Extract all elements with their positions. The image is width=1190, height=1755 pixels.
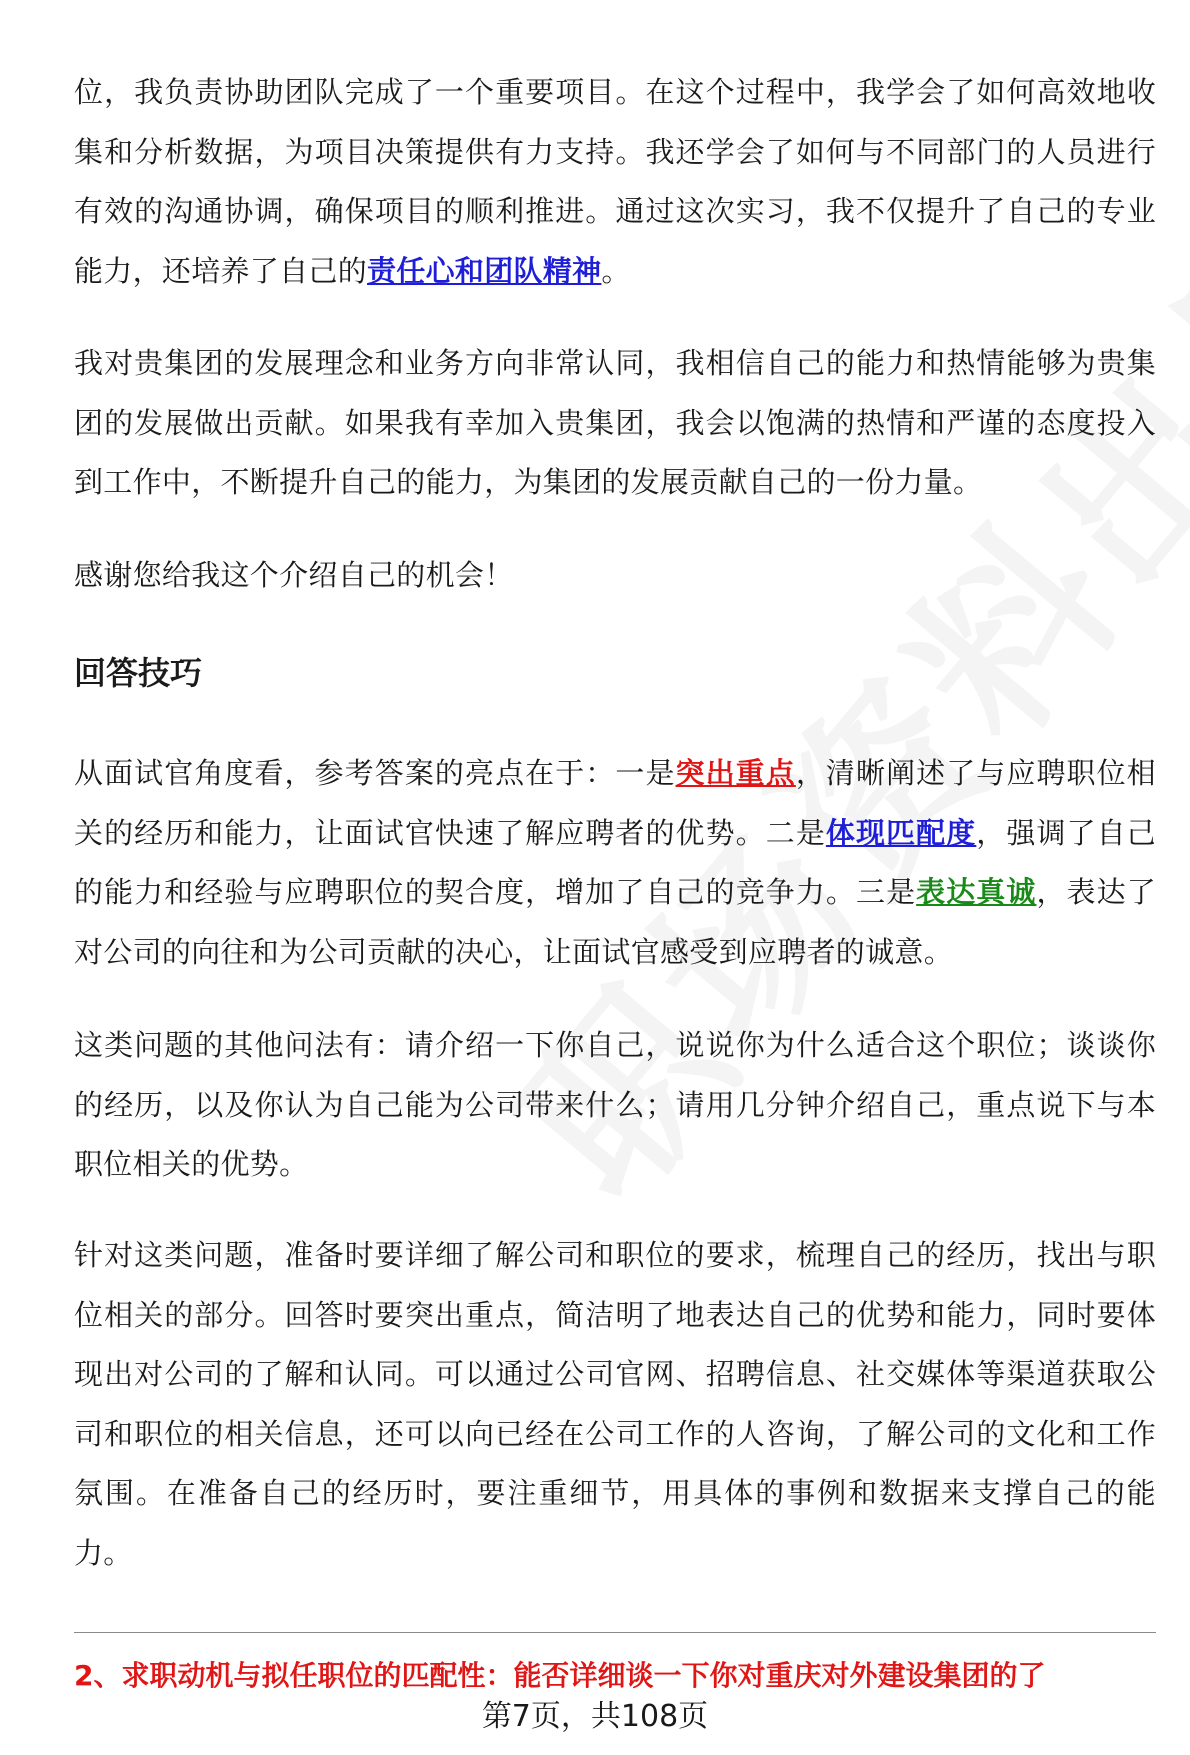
highlight-sincerity: 表达真诚: [916, 875, 1037, 909]
next-question-title: 2、求职动机与拟任职位的匹配性：能否详细谈一下你对重庆对外建设集团的了: [74, 1659, 1046, 1692]
paragraph-text: ，清晰阐述了与应聘职位相关的经历和能力，让面试官快速了解应聘者的优势。二是: [74, 756, 1156, 850]
paragraph-company-recognition: 我对贵集团的发展理念和业务方向非常认同，我相信自己的能力和热情能够为贵集团的发展做出贡献。如果我有幸加入贵集团，我会以饱满的热情和严谨的态度投入到工作中，不断提升自己的能力，为集团的发展贡献自己的一份力量。: [74, 346, 1156, 499]
highlight-match-degree: 体现匹配度: [825, 815, 977, 850]
paragraph-text: 从面试官角度看，参考答案的亮点在于：一是: [74, 756, 676, 790]
paragraph-internship: [74, 63, 1156, 301]
highlight-key-points: 突出重点: [675, 756, 796, 790]
section-divider: [74, 1632, 1156, 1633]
section-heading-answer-tips: 回答技巧: [74, 654, 203, 692]
paragraph-text: 。: [601, 253, 631, 288]
paragraph-other-phrasings: 这类问题的其他问法有：请介绍一下你自己，说说你为什么适合这个职位；谈谈你的经历，以及你认为自己能为公司带来什么；请用几分钟介绍自己，重点说下与本职位相关的优势。: [74, 1028, 1156, 1181]
paragraph-text: ，表达了对公司的向往和为公司贡献的决心，让面试官感受到应聘者的诚意。: [74, 875, 1156, 969]
paragraph-thanks: 感谢您给我这个介绍自己的机会！: [74, 558, 514, 592]
page-number: 第7页，共108页: [481, 1699, 709, 1734]
paragraph-highlights: [74, 744, 1156, 982]
paragraph-text: 位，我负责协助团队完成了一个重要项目。在这个过程中，我学会了如何高效地收集和分析数据，为项目决策提供有力支持。我还学会了如何与不同部门的人员进行有效的沟通协调，确保项目的顺利推进。通过这次实习，我不仅提升了自己的专业能力，还培养了自己的: [74, 75, 1156, 288]
highlight-responsibility-teamwork: 责任心和团队精神: [367, 253, 602, 288]
paragraph-text: ，强调了自己的能力和经验与应聘职位的契合度，增加了自己的竞争力。三是: [74, 815, 1156, 909]
paragraph-preparation: 针对这类问题，准备时要详细了解公司和职位的要求，梳理自己的经历，找出与职位相关的部分。回答时要突出重点，简洁明了地表达自己的优势和能力，同时要体现出对公司的了解和认同。可以通过公司官网、招聘信息、社交媒体等渠道获取公司和职位的相关信息，还可以向已经在公司工作的人咨询，了解公司的文化和工作氛围。在准备自己的经历时，要注重细节，用具体的事例和数据来支撑自己的能力。: [74, 1238, 1156, 1570]
